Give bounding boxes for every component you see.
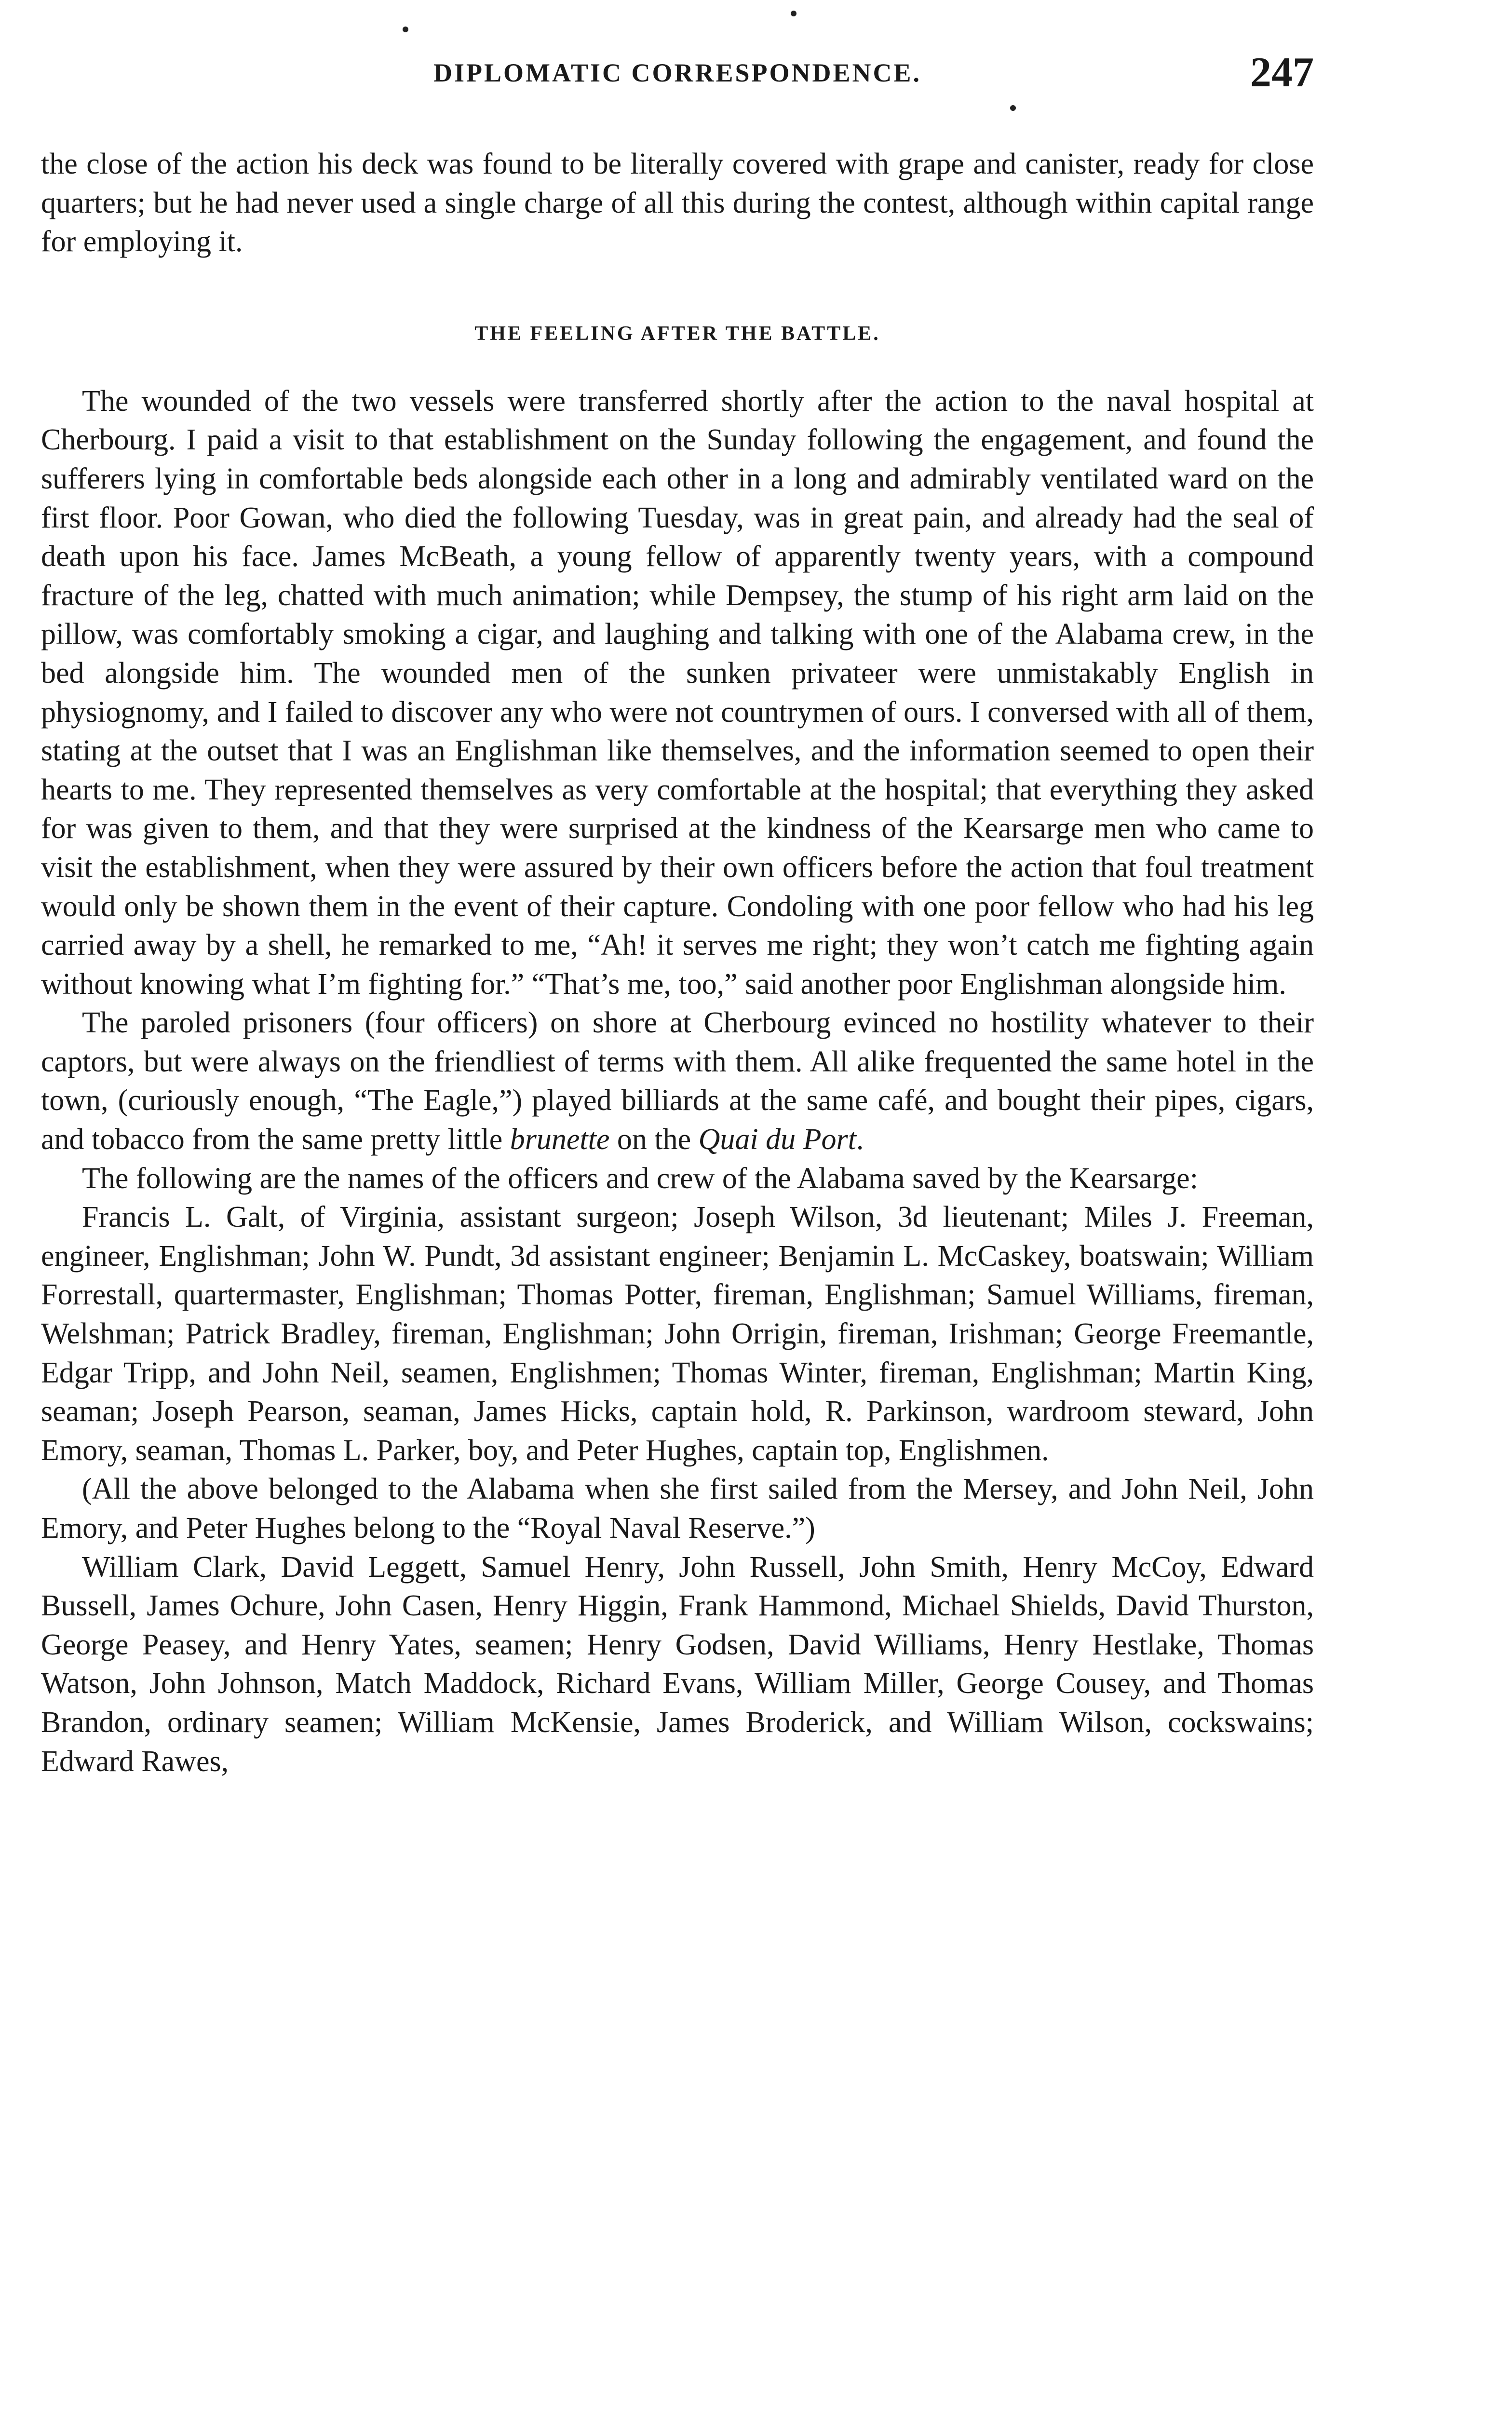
paragraph-paroled-prisoners xyxy=(41,1003,1314,1159)
running-title: DIPLOMATIC CORRESPONDENCE. xyxy=(433,58,922,87)
opening-paragraph: the close of the action his deck was found to be literally covered with grape and canister, ready for close quarters; but he had never used a single charge of all this during the contest, although within capital range for employing it. xyxy=(41,148,1314,258)
italic-term: Quai du Port xyxy=(698,1123,856,1156)
paragraph-text: on the xyxy=(617,1123,691,1156)
paragraph-seamen-list: William Clark, David Leggett, Samuel Henry, John Russell, John Smith, Henry McCoy, Edward Bussell, James Ochure, John Casen, Henry Higgin, Frank Hammond, Michael Shields, David Thurston, George Peasey, and Henry Yates, seamen; Henry Godsen, David Williams, Henry Hestlake, Thomas Watson, John Johnson, Match Maddock, Richard Evans, William Miller, George Cousey, and Thomas Brandon, ordinary seamen; William McKensie, James Broderick, and William Wilson, cockswains; Edward Rawes, xyxy=(41,1550,1314,1778)
section-heading: THE FEELING AFTER THE BATTLE. xyxy=(474,322,880,345)
paragraph-hospital-visit: The wounded of the two vessels were transferred shortly after the action to the naval hospital at Cherbourg. I paid a visit to that establishment on the Sunday following the engagement, and found the sufferers lying in comfortable beds alongside each other in a long and admirably ventilated ward on the first floor. Poor Gowan, who died the following Tuesday, was in great pain, and already had the seal of death upon his face. James McBeath, a young fellow of apparently twenty years, with a compound fracture of the leg, chatted with much animation; while Dempsey, the stump of his right arm laid on the pillow, was comfortably smoking a cigar, and laughing and talking with one of the Alabama crew, in the bed alongside him. The wounded men of the sunken privateer were unmistakably English in physiognomy, and I failed to discover any who were not countrymen of ours. I conversed with all of them, stating at the outset that I was an Englishman like themselves, and the information seemed to open their hearts to me. They represented themselves as very comfortable at the hospital; that everything they asked for was given to them, and that they were surprised at the kindness of the Kearsarge men who came to visit the establishment, when they were assured by their own officers before the action that foul treatment would only be shown them in the event of their capture. Condoling with one poor fellow who had his leg carried away by a shell, he remarked to me, “Ah! it serves me right; they won’t catch me fighting again without knowing what I’m fighting for.” “That’s me, too,” said another poor Englishman alongside him. xyxy=(41,384,1314,1001)
page-number: 247 xyxy=(1250,49,1314,96)
print-speck xyxy=(791,11,796,16)
paragraph-officers-list: Francis L. Galt, of Virginia, assistant surgeon; Joseph Wilson, 3d lieutenant; Miles J. Freeman, engineer, Englishman; John W. Pundt, 3d assistant engineer; Benjamin L. McCaskey, boatswain; William Forrestall, quartermaster, Englishman; Thomas Potter, fireman, Englishman; Samuel Williams, fireman, Welshman; Patrick Bradley, fireman, Englishman; John Orrigin, fireman, Irishman; George Freemantle, Edgar Tripp, and John Neil, seamen, Englishmen; Thomas Winter, fireman, Englishman; Martin King, seaman; Joseph Pearson, seaman, James Hicks, captain hold, R. Parkinson, wardroom steward, John Emory, seaman, Thomas L. Parker, boy, and Peter Hughes, captain top, Englishmen. xyxy=(41,1201,1314,1467)
paragraph-royal-naval-reserve: (All the above belonged to the Alabama when she first sailed from the Mersey, and John Neil, John Emory, and Peter Hughes belong to the “Royal Naval Reserve.”) xyxy=(41,1473,1314,1544)
print-speck xyxy=(403,27,408,32)
paragraph-names-intro: The following are the names of the officers and crew of the Alabama saved by the Kearsarge: xyxy=(82,1162,1198,1195)
running-head xyxy=(41,48,1314,106)
italic-term: brunette xyxy=(510,1123,610,1156)
body-text xyxy=(41,145,1314,1781)
paragraph-text: . xyxy=(856,1123,864,1156)
paragraph-text: The paroled prisoners (four officers) on shore at Cherbourg evinced no hostility whatever to their captors, but were always on the friendliest of terms with them. All alike frequented the same hotel in the town, (curiously enough, “The Eagle,”) played billiards at the same café, and bought their pipes, cigars, and tobacco from the same pretty little xyxy=(41,1006,1314,1156)
